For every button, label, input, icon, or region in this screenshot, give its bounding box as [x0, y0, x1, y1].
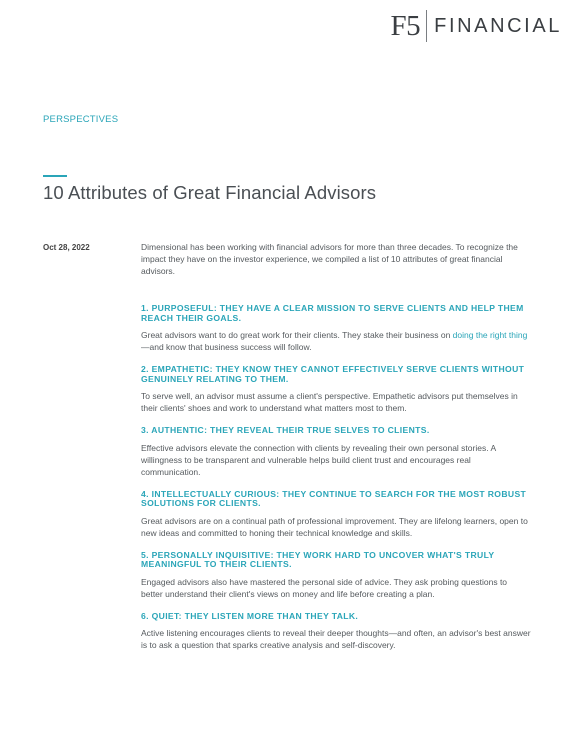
attribute-body: Effective advisors elevate the connection with clients by revealing their own personal stories. A willingness to be transparent and vulnerable helps build client trust and encourages real communication. — [141, 442, 496, 477]
title-accent-bar — [43, 175, 67, 177]
attribute-heading: 4. INTELLECTUALLY CURIOUS: THEY CONTINUE TO SEARCH FOR THE MOST ROBUST SOLUTIONS FOR CLIENTS. — [141, 488, 527, 508]
page-title: 10 Attributes of Great Financial Advisors — [43, 182, 377, 203]
f5-financial-logo[interactable] — [390, 10, 562, 42]
attribute-heading: 1. PURPOSEFUL: THEY HAVE A CLEAR MISSION TO SERVE CLIENTS AND HELP THEM REACH THEIR GOALS. — [141, 303, 524, 323]
doing-the-right-thing-link[interactable]: doing the right thing — [452, 330, 528, 340]
intro-paragraph: Dimensional has been working with financial advisors for more than three decades. To recognize the impact they have on the investor experience, we compiled a list of 10 attributes of great financial advisors. — [141, 242, 518, 276]
attribute-heading: 2. EMPATHETIC: THEY KNOW THEY CANNOT EFFECTIVELY SERVE CLIENTS WITHOUT GENUINELY RELATING TO THEM. — [141, 364, 525, 384]
attribute-item-3 — [141, 426, 531, 478]
attribute-item-6 — [141, 612, 531, 652]
attribute-item-2 — [141, 365, 531, 414]
logo-mark: F5 — [390, 10, 421, 42]
publish-date: Oct 28, 2022 — [43, 243, 90, 252]
attribute-item-5 — [141, 551, 531, 600]
attribute-heading: 6. QUIET: THEY LISTEN MORE THAN THEY TALK. — [141, 610, 359, 621]
attribute-item-4 — [141, 490, 531, 539]
attribute-body: Active listening encourages clients to reveal their deeper thoughts—and often, an advisor's best answer is to ask a question that sparks creative analysis and self-discovery. — [141, 628, 531, 650]
logo-divider — [426, 10, 427, 42]
attribute-body-text: Great advisors want to do great work for their clients. They stake their business on — [141, 330, 453, 340]
article-body — [141, 241, 531, 663]
attribute-body: Engaged advisors also have mastered the personal side of advice. They ask probing questions to better understand their client's views on money and life before creating a plan. — [141, 576, 508, 599]
section-label[interactable]: PERSPECTIVES — [43, 114, 119, 125]
attribute-heading: 3. AUTHENTIC: THEY REVEAL THEIR TRUE SELVES TO CLIENTS. — [141, 425, 430, 435]
attribute-body: Great advisors are on a continual path of professional improvement. They are lifelong learners, open to new ideas and committed to honing their technical knowledge and skills. — [141, 515, 528, 538]
attribute-body: To serve well, an advisor must assume a client's perspective. Empathetic advisors put themselves in their clients' shoes and work to understand what matters most to them. — [141, 391, 518, 413]
attribute-body-text: —and know that business success will follow. — [141, 342, 312, 352]
logo-wordmark: FINANCIAL — [434, 14, 562, 37]
attribute-item-1 — [141, 304, 531, 353]
attribute-body — [141, 329, 531, 353]
attribute-heading: 5. PERSONALLY INQUISITIVE: THEY WORK HARD TO UNCOVER WHAT'S TRULY MEANINGFUL TO THEIR CLIENTS. — [141, 549, 495, 569]
